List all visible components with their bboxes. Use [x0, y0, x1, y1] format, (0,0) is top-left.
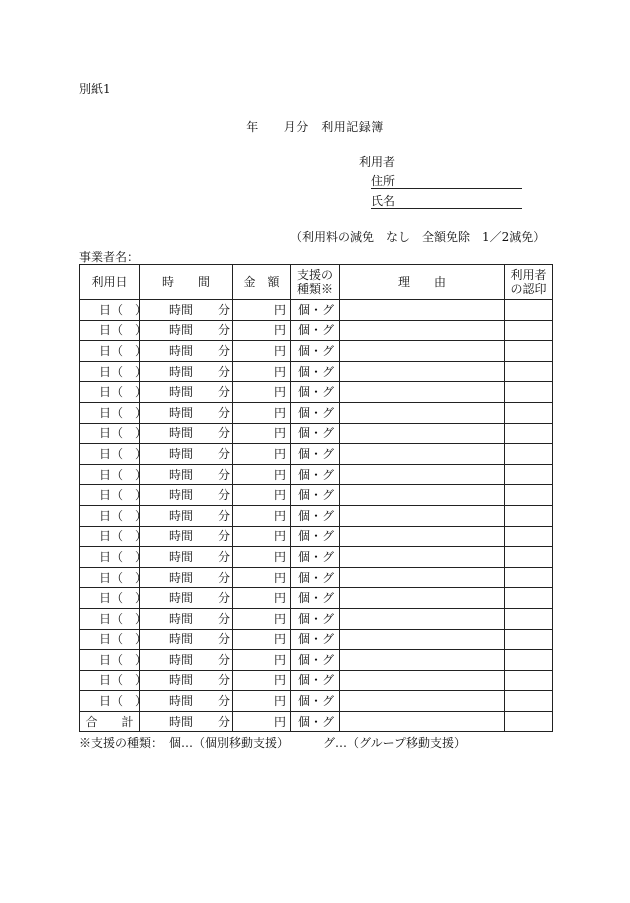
minutes-unit: 分: [218, 591, 231, 606]
reason-cell[interactable]: [340, 547, 505, 568]
minutes-unit: 分: [218, 302, 231, 317]
minutes-unit: 分: [218, 343, 231, 358]
reason-cell[interactable]: [340, 423, 505, 444]
hours-unit: 時間: [169, 405, 194, 420]
time-cell[interactable]: [140, 691, 233, 712]
hours-unit: 時間: [169, 467, 194, 482]
table-row: [80, 382, 553, 403]
seal-cell[interactable]: [505, 320, 553, 341]
amount-cell[interactable]: 円: [233, 567, 291, 588]
amount-cell[interactable]: 円: [233, 691, 291, 712]
time-cell[interactable]: [140, 444, 233, 465]
hours-unit: 時間: [169, 694, 194, 709]
date-cell[interactable]: 日（ ）: [80, 464, 140, 485]
time-cell[interactable]: [140, 423, 233, 444]
support-type-cell[interactable]: 個・グ: [291, 629, 340, 650]
seal-cell[interactable]: [505, 444, 553, 465]
reason-cell[interactable]: [340, 711, 505, 732]
amount-cell[interactable]: 円: [233, 588, 291, 609]
date-cell[interactable]: 日（ ）: [80, 547, 140, 568]
date-cell[interactable]: 日（ ）: [80, 505, 140, 526]
seal-cell[interactable]: [505, 588, 553, 609]
time-cell[interactable]: [140, 320, 233, 341]
minutes-unit: 分: [218, 694, 231, 709]
minutes-unit: 分: [218, 529, 231, 544]
support-type-footnote: [79, 737, 466, 749]
date-cell[interactable]: 日（ ）: [80, 402, 140, 423]
table-row: [80, 464, 553, 485]
seal-cell[interactable]: [505, 629, 553, 650]
minutes-unit: 分: [218, 632, 231, 647]
table-row: [80, 567, 553, 588]
header-reason: 理 由: [340, 265, 505, 300]
table-row: [80, 691, 553, 712]
time-cell[interactable]: [140, 588, 233, 609]
date-cell[interactable]: 日（ ）: [80, 567, 140, 588]
reason-cell[interactable]: [340, 402, 505, 423]
minutes-unit: 分: [218, 611, 231, 626]
header-time: 時 間: [140, 265, 233, 300]
provider-name-label: 事業者名：: [79, 250, 140, 264]
amount-cell[interactable]: 円: [233, 423, 291, 444]
address-field[interactable]: [371, 175, 522, 189]
time-cell[interactable]: [140, 650, 233, 671]
support-type-cell[interactable]: 個・グ: [291, 361, 340, 382]
table-row: [80, 505, 553, 526]
support-type-cell[interactable]: 個・グ: [291, 341, 340, 362]
support-type-cell[interactable]: 個・グ: [291, 485, 340, 506]
hours-unit: 時間: [169, 426, 194, 441]
minutes-unit: 分: [218, 467, 231, 482]
reason-cell[interactable]: [340, 361, 505, 382]
date-cell[interactable]: 日（ ）: [80, 361, 140, 382]
date-cell[interactable]: 日（ ）: [80, 485, 140, 506]
support-type-cell[interactable]: 個・グ: [291, 300, 340, 321]
header-amount: 金 額: [233, 265, 291, 300]
time-cell[interactable]: [140, 464, 233, 485]
amount-cell[interactable]: 円: [233, 464, 291, 485]
time-cell[interactable]: [140, 382, 233, 403]
support-type-cell[interactable]: 個・グ: [291, 650, 340, 671]
table-row: [80, 588, 553, 609]
date-cell[interactable]: 日（ ）: [80, 300, 140, 321]
total-label: 合 計: [80, 711, 140, 732]
hours-unit: 時間: [169, 714, 194, 729]
minutes-unit: 分: [218, 714, 231, 729]
amount-cell[interactable]: 円: [233, 670, 291, 691]
hours-unit: 時間: [169, 632, 194, 647]
minutes-unit: 分: [218, 405, 231, 420]
time-cell[interactable]: [140, 547, 233, 568]
seal-cell[interactable]: [505, 547, 553, 568]
date-cell[interactable]: 日（ ）: [80, 382, 140, 403]
seal-cell[interactable]: [505, 608, 553, 629]
reason-cell[interactable]: [340, 629, 505, 650]
time-cell[interactable]: [140, 567, 233, 588]
header-user-seal: 利用者 の認印: [505, 265, 553, 300]
date-cell[interactable]: 日（ ）: [80, 588, 140, 609]
time-cell[interactable]: [140, 505, 233, 526]
support-type-cell[interactable]: 個・グ: [291, 691, 340, 712]
amount-cell[interactable]: 円: [233, 361, 291, 382]
minutes-unit: 分: [218, 570, 231, 585]
minutes-unit: 分: [218, 652, 231, 667]
hours-unit: 時間: [169, 364, 194, 379]
support-type-cell[interactable]: 個・グ: [291, 382, 340, 403]
amount-cell[interactable]: 円: [233, 382, 291, 403]
table-row: [80, 423, 553, 444]
table-row: [80, 547, 553, 568]
support-type-cell[interactable]: 個・グ: [291, 505, 340, 526]
support-type-cell[interactable]: 個・グ: [291, 320, 340, 341]
amount-cell[interactable]: 円: [233, 402, 291, 423]
amount-cell[interactable]: 円: [233, 608, 291, 629]
seal-cell[interactable]: [505, 464, 553, 485]
date-cell[interactable]: 日（ ）: [80, 526, 140, 547]
support-type-cell[interactable]: 個・グ: [291, 547, 340, 568]
minutes-unit: 分: [218, 323, 231, 338]
reason-cell[interactable]: [340, 650, 505, 671]
minutes-unit: 分: [218, 508, 231, 523]
reason-cell[interactable]: [340, 341, 505, 362]
hours-unit: 時間: [169, 508, 194, 523]
amount-cell[interactable]: 円: [233, 485, 291, 506]
reason-cell[interactable]: [340, 485, 505, 506]
reason-cell[interactable]: [340, 526, 505, 547]
date-cell[interactable]: 日（ ）: [80, 670, 140, 691]
seal-cell[interactable]: [505, 423, 553, 444]
reason-cell[interactable]: [340, 320, 505, 341]
seal-cell[interactable]: [505, 341, 553, 362]
seal-cell[interactable]: [505, 567, 553, 588]
table-row: [80, 629, 553, 650]
amount-cell[interactable]: 円: [233, 444, 291, 465]
support-type-cell[interactable]: 個・グ: [291, 526, 340, 547]
date-cell[interactable]: 日（ ）: [80, 423, 140, 444]
support-type-cell[interactable]: 個・グ: [291, 670, 340, 691]
table-row: [80, 402, 553, 423]
hours-unit: 時間: [169, 488, 194, 503]
hours-unit: 時間: [169, 446, 194, 461]
time-cell[interactable]: [140, 711, 233, 732]
date-cell[interactable]: 日（ ）: [80, 629, 140, 650]
hours-unit: 時間: [169, 570, 194, 585]
reason-cell[interactable]: [340, 608, 505, 629]
support-type-cell[interactable]: 個・グ: [291, 588, 340, 609]
reason-cell[interactable]: [340, 567, 505, 588]
time-cell[interactable]: [140, 485, 233, 506]
minutes-unit: 分: [218, 426, 231, 441]
seal-cell[interactable]: [505, 691, 553, 712]
date-cell[interactable]: 日（ ）: [80, 650, 140, 671]
attachment-label: 別紙1: [79, 82, 111, 96]
amount-cell[interactable]: 円: [233, 650, 291, 671]
date-cell[interactable]: 日（ ）: [80, 691, 140, 712]
user-label: 利用者: [359, 155, 396, 169]
table-row: [80, 650, 553, 671]
hours-unit: 時間: [169, 302, 194, 317]
support-type-cell[interactable]: 個・グ: [291, 402, 340, 423]
total-row: [80, 711, 553, 732]
seal-cell[interactable]: [505, 505, 553, 526]
time-cell[interactable]: [140, 361, 233, 382]
seal-cell[interactable]: [505, 526, 553, 547]
time-cell[interactable]: [140, 629, 233, 650]
reason-cell[interactable]: [340, 464, 505, 485]
support-type-cell[interactable]: 個・グ: [291, 423, 340, 444]
table-row: [80, 444, 553, 465]
page-title: 年 月分 利用記録簿: [246, 120, 384, 134]
support-type-cell[interactable]: 個・グ: [291, 444, 340, 465]
footnote-group: グ…（グループ移動支援）: [323, 736, 467, 750]
hours-unit: 時間: [169, 323, 194, 338]
hours-unit: 時間: [169, 529, 194, 544]
support-type-cell[interactable]: 個・グ: [291, 711, 340, 732]
table-row: [80, 608, 553, 629]
amount-cell[interactable]: 円: [233, 341, 291, 362]
reason-cell[interactable]: [340, 691, 505, 712]
footnote-individual: ※支援の種類： 個…（個別移動支援）: [79, 736, 290, 750]
time-cell[interactable]: [140, 526, 233, 547]
usage-record-table: [79, 264, 553, 732]
date-cell[interactable]: 日（ ）: [80, 444, 140, 465]
reason-cell[interactable]: [340, 300, 505, 321]
table-row: [80, 300, 553, 321]
minutes-unit: 分: [218, 446, 231, 461]
table-header-row: [80, 265, 553, 300]
hours-unit: 時間: [169, 611, 194, 626]
reason-cell[interactable]: [340, 505, 505, 526]
seal-cell[interactable]: [505, 650, 553, 671]
amount-cell[interactable]: 円: [233, 505, 291, 526]
support-type-cell[interactable]: 個・グ: [291, 608, 340, 629]
amount-cell[interactable]: 円: [233, 526, 291, 547]
seal-cell[interactable]: [505, 361, 553, 382]
minutes-unit: 分: [218, 673, 231, 688]
header-support-type: 支援の 種類※: [291, 265, 340, 300]
minutes-unit: 分: [218, 549, 231, 564]
reason-cell[interactable]: [340, 444, 505, 465]
hours-unit: 時間: [169, 652, 194, 667]
support-type-cell[interactable]: 個・グ: [291, 464, 340, 485]
seal-cell[interactable]: [505, 711, 553, 732]
reason-cell[interactable]: [340, 670, 505, 691]
seal-cell[interactable]: [505, 300, 553, 321]
amount-cell[interactable]: 円: [233, 629, 291, 650]
time-cell[interactable]: [140, 608, 233, 629]
table-row: [80, 320, 553, 341]
table-row: [80, 361, 553, 382]
amount-cell[interactable]: 円: [233, 320, 291, 341]
amount-cell[interactable]: 円: [233, 300, 291, 321]
fee-reduction-note: （利用料の減免 なし 全額免除 1／2減免）: [290, 230, 546, 244]
table-row: [80, 341, 553, 362]
reason-cell[interactable]: [340, 382, 505, 403]
time-cell[interactable]: [140, 341, 233, 362]
seal-cell[interactable]: [505, 670, 553, 691]
table-row: [80, 485, 553, 506]
hours-unit: 時間: [169, 673, 194, 688]
time-cell[interactable]: [140, 670, 233, 691]
reason-cell[interactable]: [340, 588, 505, 609]
hours-unit: 時間: [169, 549, 194, 564]
table-row: [80, 526, 553, 547]
amount-cell[interactable]: 円: [233, 547, 291, 568]
amount-cell[interactable]: 円: [233, 711, 291, 732]
minutes-unit: 分: [218, 385, 231, 400]
address-label: 住所: [371, 174, 396, 188]
date-cell[interactable]: 日（ ）: [80, 320, 140, 341]
hours-unit: 時間: [169, 385, 194, 400]
date-cell[interactable]: 日（ ）: [80, 341, 140, 362]
time-cell[interactable]: [140, 402, 233, 423]
hours-unit: 時間: [169, 343, 194, 358]
date-cell[interactable]: 日（ ）: [80, 608, 140, 629]
time-cell[interactable]: [140, 300, 233, 321]
minutes-unit: 分: [218, 488, 231, 503]
name-label: 氏名: [371, 194, 396, 208]
support-type-cell[interactable]: 個・グ: [291, 567, 340, 588]
name-field[interactable]: [371, 195, 522, 209]
hours-unit: 時間: [169, 591, 194, 606]
minutes-unit: 分: [218, 364, 231, 379]
seal-cell[interactable]: [505, 485, 553, 506]
seal-cell[interactable]: [505, 402, 553, 423]
header-date: 利用日: [80, 265, 140, 300]
table-row: [80, 670, 553, 691]
seal-cell[interactable]: [505, 382, 553, 403]
